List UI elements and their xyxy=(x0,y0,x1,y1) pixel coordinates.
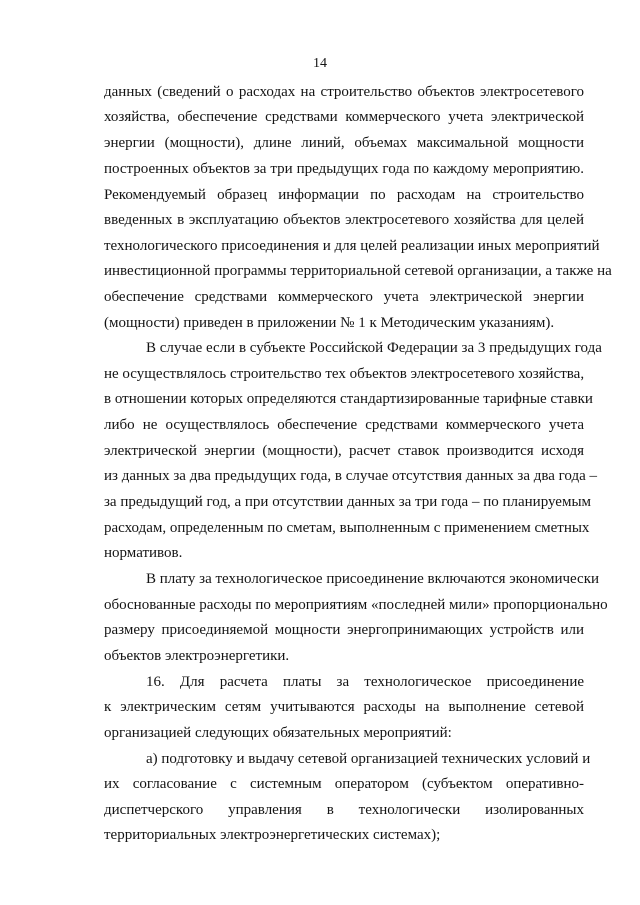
text-line: Рекомендуемый образец информации по расходам на строительство xyxy=(104,187,584,203)
text-line: не осуществлялось строительство тех объектов электросетевого хозяйства, xyxy=(104,366,585,382)
page-number: 14 xyxy=(313,56,327,71)
text-line: обеспечение средствами коммерческого учета электрической энергии xyxy=(104,289,584,305)
text-line: организацией следующих обязательных мероприятий: xyxy=(104,725,452,741)
text-line: технологического присоединения и для целей реализации иных мероприятий xyxy=(104,238,600,254)
text-line: либо не осуществлялось обеспечение средствами коммерческого учета xyxy=(104,417,584,433)
text-line: хозяйства, обеспечение средствами коммерческого учета электрической xyxy=(104,109,584,125)
text-line: объектов электроэнергетики. xyxy=(104,648,290,664)
text-line: обоснованные расходы по мероприятиям «последней мили» пропорционально xyxy=(104,597,608,613)
text-line: нормативов. xyxy=(104,545,183,561)
text-line: инвестиционной программы территориальной сетевой организации, а также на xyxy=(104,263,612,279)
text-line: В плату за технологическое присоединение включаются экономически xyxy=(146,571,600,587)
text-line: расходам, определенным по сметам, выполненным с применением сметных xyxy=(104,520,590,536)
text-line: электрической энергии (мощности), расчет ставок производится исходя xyxy=(104,443,584,459)
text-line: из данных за два предыдущих года, в случае отсутствия данных за два года – xyxy=(104,468,598,484)
text-line: территориальных электроэнергетических системах); xyxy=(104,827,441,843)
text-line: энергии (мощности), длине линий, объемах максимальной мощности xyxy=(104,135,584,151)
text-line: введенных в эксплуатацию объектов электросетевого хозяйства для целей xyxy=(104,212,584,228)
text-line: за предыдущий год, а при отсутствии данных за три года – по планируемым xyxy=(104,494,592,510)
text-line: размеру присоединяемой мощности энергопринимающих устройств или xyxy=(104,622,584,638)
text-line: их согласование с системным оператором (субъектом оперативно- xyxy=(104,776,584,792)
text-line: диспетчерского управления в технологически изолированных xyxy=(104,802,584,818)
text-line: 16. Для расчета платы за технологическое присоединение xyxy=(146,674,584,690)
text-line: построенных объектов за три предыдущих года по каждому мероприятию. xyxy=(104,161,584,177)
text-line: данных (сведений о расходах на строительство объектов электросетевого xyxy=(104,84,584,100)
text-line: а) подготовку и выдачу сетевой организацией технических условий и xyxy=(146,751,591,767)
text-line: в отношении которых определяются стандартизированные тарифные ставки xyxy=(104,391,593,407)
text-line: В случае если в субъекте Российской Федерации за 3 предыдущих года xyxy=(146,340,602,356)
text-line: (мощности) приведен в приложении № 1 к Методическим указаниям). xyxy=(104,315,555,331)
text-line: к электрическим сетям учитываются расходы на выполнение сетевой xyxy=(104,699,584,715)
